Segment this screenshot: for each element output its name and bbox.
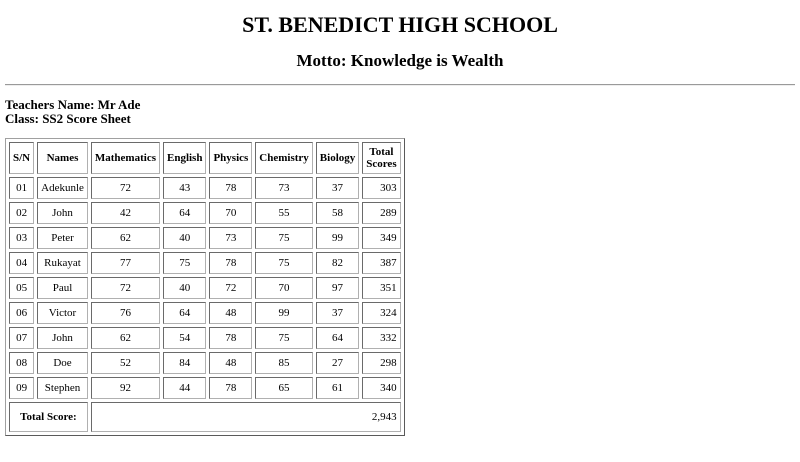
cell-physics: 78 <box>209 252 252 274</box>
cell-physics: 48 <box>209 352 252 374</box>
header-sn: S/N <box>9 142 34 174</box>
table-row <box>9 202 401 224</box>
cell-mathematics: 52 <box>91 352 160 374</box>
cell-chemistry: 65 <box>255 377 313 399</box>
table-row <box>9 177 401 199</box>
cell-chemistry: 55 <box>255 202 313 224</box>
cell-sn: 05 <box>9 277 34 299</box>
cell-physics: 73 <box>209 227 252 249</box>
cell-name: John <box>37 327 88 349</box>
cell-sn: 06 <box>9 302 34 324</box>
header-row <box>9 142 401 174</box>
teacher-name: Teachers Name: Mr Ade <box>5 97 141 112</box>
cell-total: 340 <box>362 377 400 399</box>
total-score-label: Total Score: <box>9 402 88 432</box>
header-english: English <box>163 142 206 174</box>
cell-physics: 72 <box>209 277 252 299</box>
cell-name: Doe <box>37 352 88 374</box>
cell-name: Victor <box>37 302 88 324</box>
cell-mathematics: 72 <box>91 277 160 299</box>
cell-biology: 97 <box>316 277 359 299</box>
cell-sn: 07 <box>9 327 34 349</box>
cell-english: 40 <box>163 227 206 249</box>
table-row <box>9 277 401 299</box>
cell-chemistry: 70 <box>255 277 313 299</box>
cell-biology: 37 <box>316 177 359 199</box>
header-chemistry: Chemistry <box>255 142 313 174</box>
cell-name: Stephen <box>37 377 88 399</box>
cell-chemistry: 99 <box>255 302 313 324</box>
school-name: ST. BENEDICT HIGH SCHOOL <box>242 12 558 37</box>
cell-total: 324 <box>362 302 400 324</box>
cell-total: 349 <box>362 227 400 249</box>
cell-english: 54 <box>163 327 206 349</box>
cell-total: 351 <box>362 277 400 299</box>
cell-total: 298 <box>362 352 400 374</box>
class-name: Class: SS2 Score Sheet <box>5 111 131 126</box>
cell-mathematics: 62 <box>91 227 160 249</box>
cell-total: 303 <box>362 177 400 199</box>
score-table <box>5 138 405 436</box>
table-row <box>9 227 401 249</box>
cell-name: Peter <box>37 227 88 249</box>
cell-mathematics: 76 <box>91 302 160 324</box>
cell-english: 64 <box>163 302 206 324</box>
cell-chemistry: 75 <box>255 227 313 249</box>
total-score-value: 2,943 <box>91 402 401 432</box>
cell-english: 43 <box>163 177 206 199</box>
cell-sn: 08 <box>9 352 34 374</box>
cell-english: 75 <box>163 252 206 274</box>
cell-biology: 27 <box>316 352 359 374</box>
cell-total: 387 <box>362 252 400 274</box>
table-row <box>9 327 401 349</box>
cell-name: John <box>37 202 88 224</box>
school-motto: Motto: Knowledge is Wealth <box>296 51 504 70</box>
table-row <box>9 377 401 399</box>
cell-physics: 78 <box>209 177 252 199</box>
cell-name: Rukayat <box>37 252 88 274</box>
cell-biology: 58 <box>316 202 359 224</box>
cell-sn: 02 <box>9 202 34 224</box>
cell-physics: 78 <box>209 377 252 399</box>
cell-english: 40 <box>163 277 206 299</box>
header-physics: Physics <box>209 142 252 174</box>
cell-english: 44 <box>163 377 206 399</box>
cell-mathematics: 62 <box>91 327 160 349</box>
table-row <box>9 352 401 374</box>
cell-sn: 03 <box>9 227 34 249</box>
cell-biology: 99 <box>316 227 359 249</box>
cell-english: 64 <box>163 202 206 224</box>
cell-physics: 78 <box>209 327 252 349</box>
cell-sn: 01 <box>9 177 34 199</box>
cell-chemistry: 75 <box>255 327 313 349</box>
header-mathematics: Mathematics <box>91 142 160 174</box>
header-biology: Biology <box>316 142 359 174</box>
header-names: Names <box>37 142 88 174</box>
cell-mathematics: 42 <box>91 202 160 224</box>
cell-biology: 64 <box>316 327 359 349</box>
cell-physics: 70 <box>209 202 252 224</box>
cell-biology: 37 <box>316 302 359 324</box>
cell-mathematics: 72 <box>91 177 160 199</box>
cell-biology: 61 <box>316 377 359 399</box>
cell-chemistry: 75 <box>255 252 313 274</box>
cell-sn: 09 <box>9 377 34 399</box>
cell-english: 84 <box>163 352 206 374</box>
sheet-info <box>5 98 795 126</box>
cell-chemistry: 85 <box>255 352 313 374</box>
cell-total: 289 <box>362 202 400 224</box>
cell-biology: 82 <box>316 252 359 274</box>
total-row <box>9 402 401 432</box>
cell-physics: 48 <box>209 302 252 324</box>
cell-chemistry: 73 <box>255 177 313 199</box>
table-row <box>9 302 401 324</box>
cell-mathematics: 77 <box>91 252 160 274</box>
header-total-scores: Total Scores <box>362 142 400 174</box>
cell-mathematics: 92 <box>91 377 160 399</box>
divider <box>5 84 795 86</box>
cell-total: 332 <box>362 327 400 349</box>
cell-sn: 04 <box>9 252 34 274</box>
cell-name: Adekunle <box>37 177 88 199</box>
cell-name: Paul <box>37 277 88 299</box>
table-row <box>9 252 401 274</box>
